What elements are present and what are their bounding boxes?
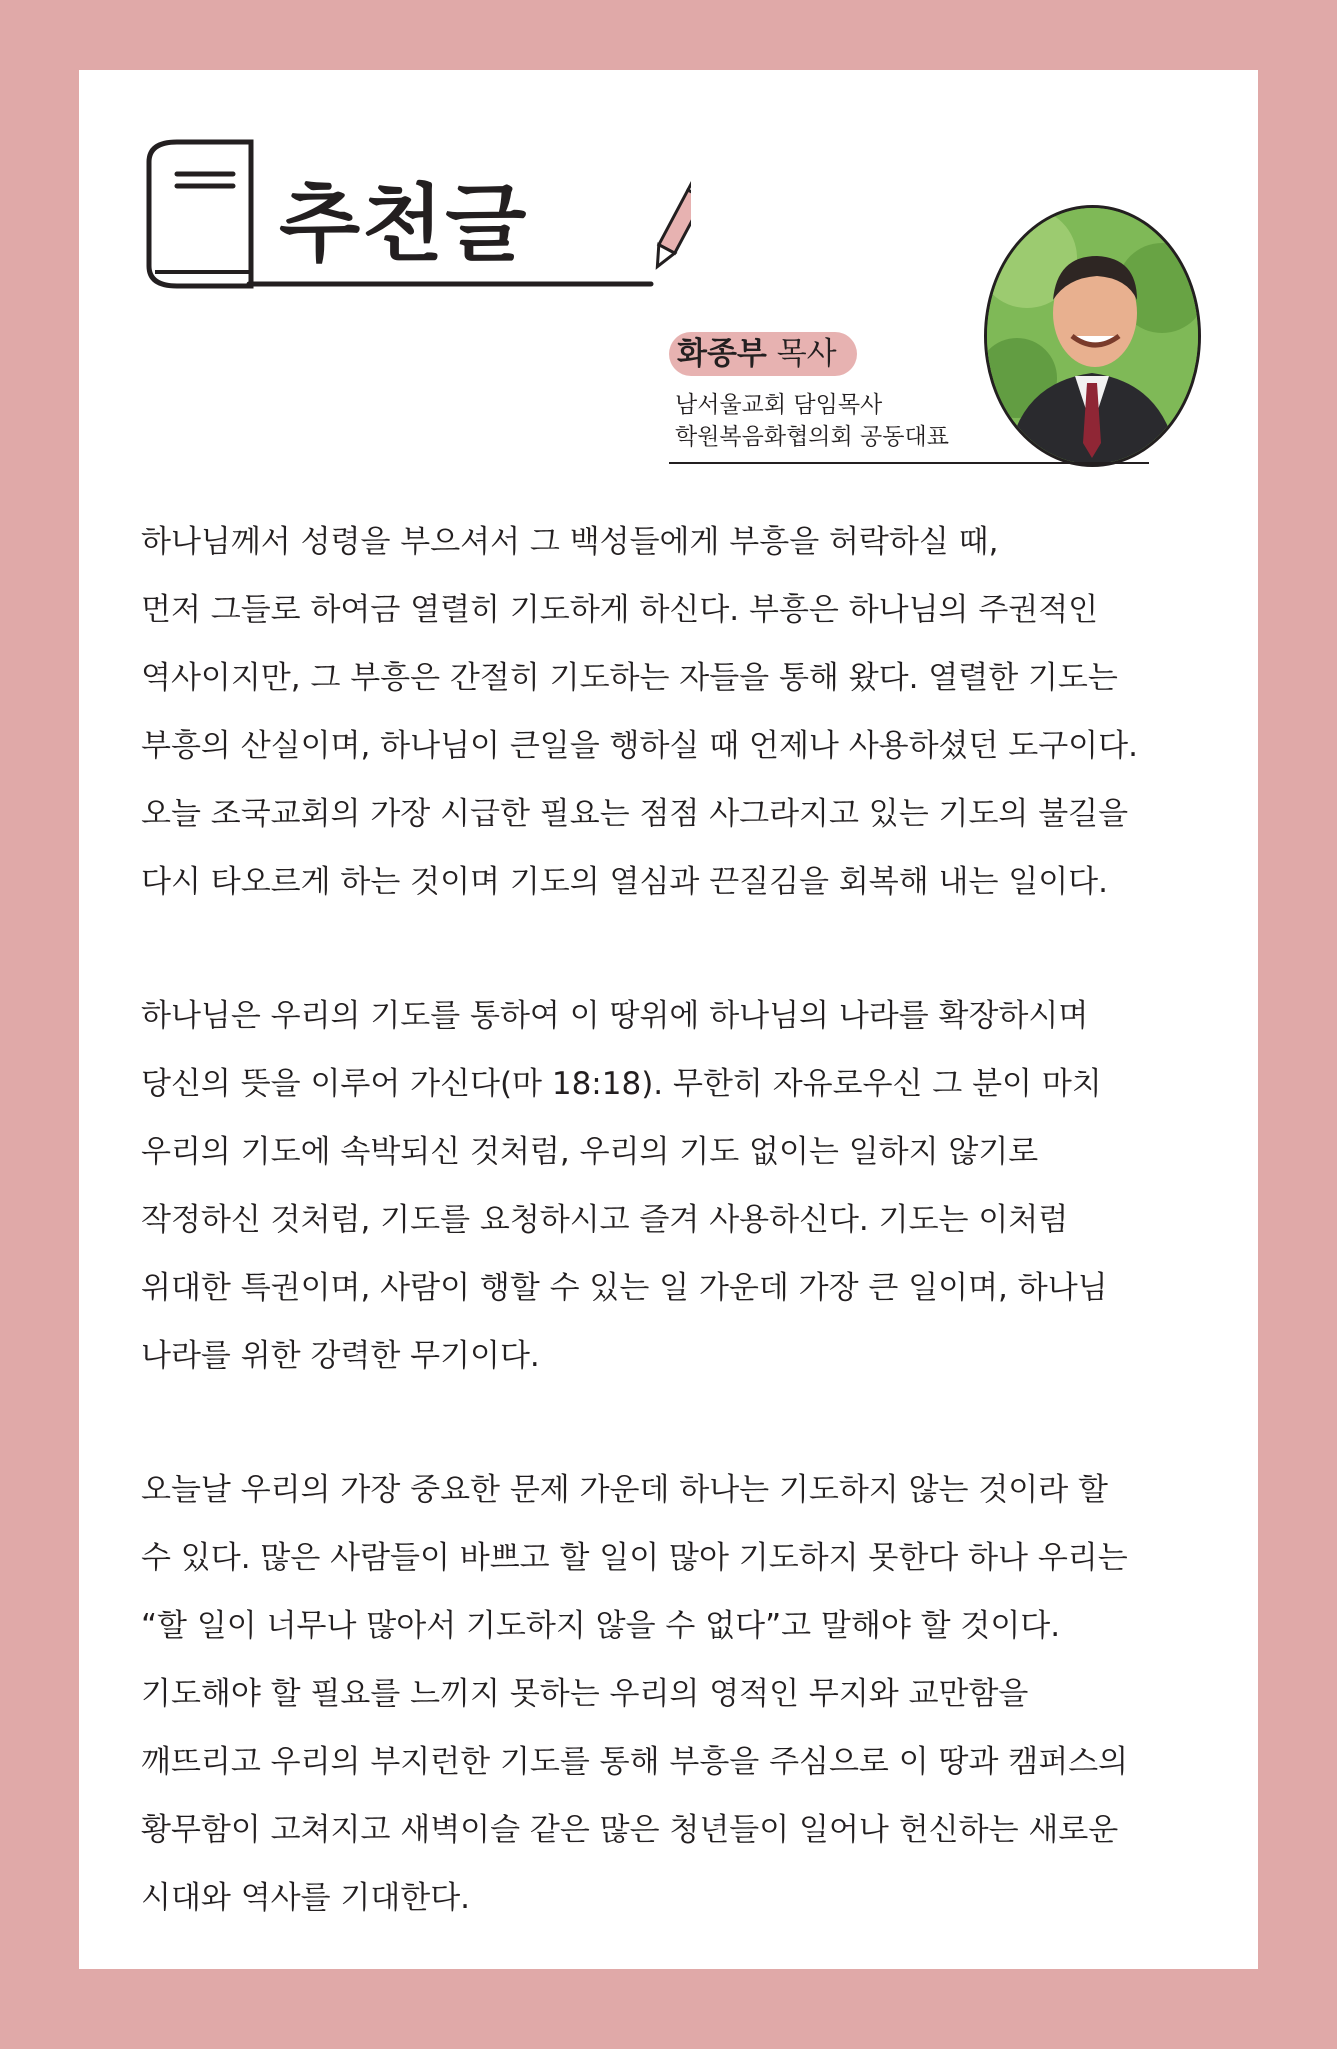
body-line: 부흥의 산실이며, 하나님이 큰일을 행하실 때 언제나 사용하셨던 도구이다.	[141, 728, 1138, 764]
body-line: 시대와 역사를 기대한다.	[141, 1880, 471, 1916]
body-line: 위대한 특권이며, 사람이 행할 수 있는 일 가운데 가장 큰 일이며, 하나님	[141, 1270, 1108, 1306]
article-body	[141, 508, 1221, 1932]
body-line: 먼저 그들로 하여금 열렬히 기도하게 하신다. 부흥은 하나님의 주권적인	[141, 592, 1099, 628]
body-line: 작정하신 것처럼, 기도를 요청하시고 즐겨 사용하신다. 기도는 이처럼	[141, 1202, 1069, 1238]
body-line: 하나님은 우리의 기도를 통하여 이 땅위에 하나님의 나라를 확장하시며	[141, 998, 1089, 1034]
author-role: 목사	[776, 336, 837, 372]
author-divider	[669, 462, 1149, 464]
article-card	[79, 70, 1258, 1969]
body-line: 다시 타오르게 하는 것이며 기도의 열심과 끈질김을 회복해 내는 일이다.	[141, 864, 1108, 900]
author-photo	[984, 205, 1201, 467]
body-line: 당신의 뜻을 이루어 가신다(마 18:18). 무한히 자유로우신 그 분이 마치	[141, 1066, 1102, 1102]
body-line: 오늘 조국교회의 가장 시급한 필요는 점점 사그라지고 있는 기도의 불길을	[141, 796, 1129, 832]
author-affiliation-2: 학원복음화협의회 공동대표	[675, 424, 949, 450]
body-line: 나라를 위한 강력한 무기이다.	[141, 1338, 540, 1374]
body-line: 오늘날 우리의 가장 중요한 문제 가운데 하나는 기도하지 않는 것이라 할	[141, 1472, 1108, 1508]
body-line: “할 일이 너무나 많아서 기도하지 않을 수 없다”고 말해야 할 것이다.	[141, 1608, 1061, 1644]
body-line: 황무함이 고쳐지고 새벽이슬 같은 많은 청년들이 일어나 헌신하는 새로운	[141, 1812, 1119, 1848]
paragraph-gap	[141, 1390, 1221, 1456]
page-title: 추천글	[279, 175, 529, 273]
body-line: 역사이지만, 그 부흥은 간절히 기도하는 자들을 통해 왔다. 열렬한 기도는	[141, 660, 1118, 696]
body-line: 우리의 기도에 속박되신 것처럼, 우리의 기도 없이는 일하지 않기로	[141, 1134, 1039, 1170]
author-name: 화종부	[677, 336, 767, 372]
paragraph-gap	[141, 916, 1221, 982]
body-line: 수 있다. 많은 사람들이 바쁘고 할 일이 많아 기도하지 못한다 하나 우리는	[141, 1540, 1128, 1576]
body-line: 깨뜨리고 우리의 부지런한 기도를 통해 부흥을 주심으로 이 땅과 캠퍼스의	[141, 1744, 1129, 1780]
body-line: 기도해야 할 필요를 느끼지 못하는 우리의 영적인 무지와 교만함을	[141, 1676, 1029, 1712]
author-affiliation-1: 남서울교회 담임목사	[675, 392, 883, 418]
author-name-badge	[669, 332, 857, 376]
body-line: 하나님께서 성령을 부으셔서 그 백성들에게 부흥을 허락하실 때,	[141, 524, 999, 560]
